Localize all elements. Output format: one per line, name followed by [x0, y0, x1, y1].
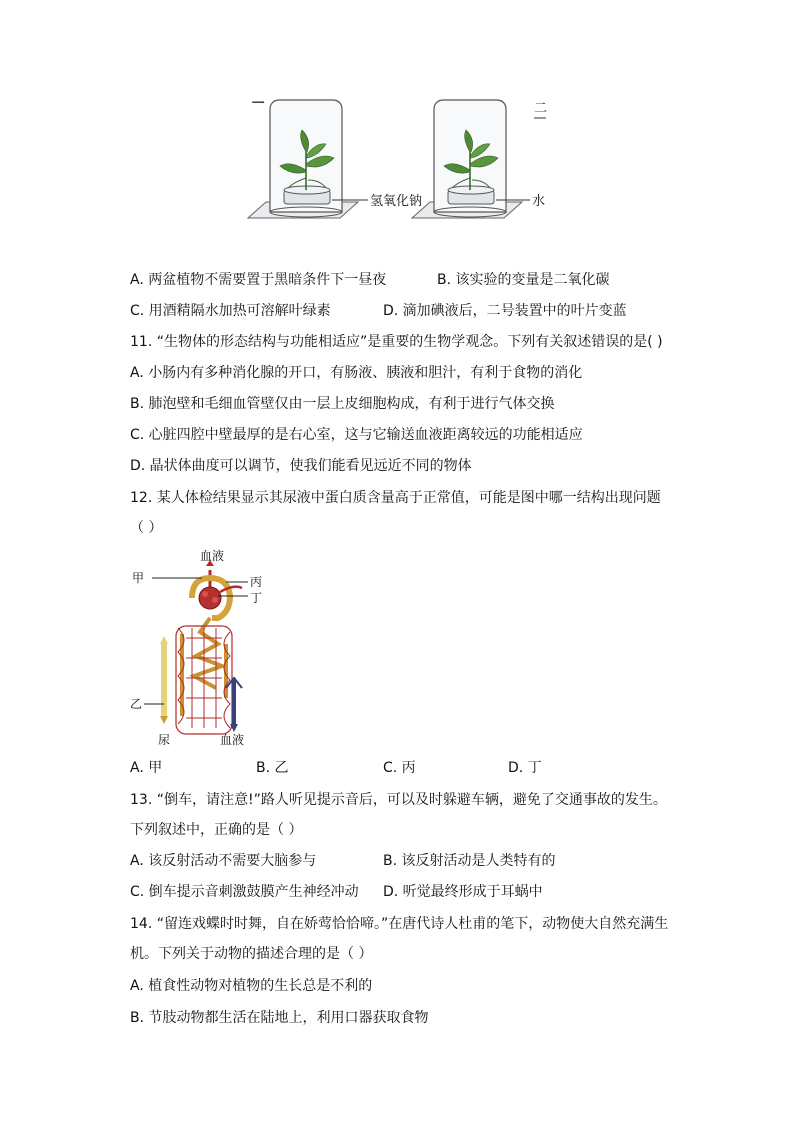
q11-option-b: B. 肺泡壁和毛细血管壁仅由一层上皮细胞构成，有利于进行气体交换: [130, 396, 555, 412]
fig-label-ding: 丁: [250, 591, 263, 605]
q14-option-a: A. 植食性动物对植物的生长总是不利的: [130, 978, 373, 994]
fig-label-blood-top: 血液: [200, 549, 225, 563]
q11-option-a: A. 小肠内有多种消化腺的开口，有肠液、胰液和胆汁，有利于食物的消化: [130, 365, 583, 381]
q14-stem-line-2: 机。下列关于动物的描述合理的是（ ）: [130, 946, 373, 962]
q11-option-d: D. 晶状体曲度可以调节，使我们能看见远近不同的物体: [130, 458, 472, 474]
q10-option-a: A. 两盆植物不需要置于黑暗条件下一昼夜: [130, 272, 387, 288]
q11-stem: 11. “生物体的形态结构与功能相适应”是重要的生物学观念。下列有关叙述错误的是( ): [130, 334, 663, 350]
q12-option-a: A. 甲: [130, 760, 163, 776]
q12-stem: 12. 某人体检结果显示其尿液中蛋白质含量高于正常值，可能是图中哪一结构出现问题: [130, 490, 661, 506]
q10-option-d: D. 滴加碘液后，二号装置中的叶片变蓝: [383, 303, 627, 319]
q13-option-a: A. 该反射活动不需要大脑参与: [130, 853, 317, 869]
jar-one-label: 一: [252, 97, 266, 112]
q10-option-c: C. 用酒精隔水加热可溶解叶绿素: [130, 303, 331, 319]
fig-label-bing: 丙: [250, 575, 263, 589]
q13-option-d: D. 听觉最终形成于耳蜗中: [383, 884, 543, 900]
q14-stem-line-1: 14. “留连戏蝶时时舞，自在娇莺恰恰啼。”在唐代诗人杜甫的笔下，动物使大自然充满生: [130, 916, 669, 932]
fig-label-urine: 尿: [158, 733, 171, 747]
fig-label-jia: 甲: [132, 571, 145, 585]
naoh-label: 氢氧化钠: [370, 194, 423, 209]
bell-jar-experiment-figure: [240, 90, 560, 240]
jar-one: [248, 100, 368, 218]
fig-label-blood-bottom: 血液: [220, 733, 245, 747]
nephron-figure: [130, 548, 280, 748]
q13-stem-line-2: 下列叙述中，正确的是（ ）: [130, 822, 303, 838]
q10-option-b: B. 该实验的变量是二氧化碳: [437, 272, 610, 288]
jar-two: [412, 100, 546, 218]
q11-option-c: C. 心脏四腔中壁最厚的是右心室，这与它输送血液距离较远的功能相适应: [130, 427, 583, 443]
q13-option-c: C. 倒车提示音刺激鼓膜产生神经冲动: [130, 884, 359, 900]
q12-option-c: C. 丙: [383, 760, 416, 776]
q13-stem-line-1: 13. “倒车，请注意!”路人听见提示音后，可以及时躲避车辆，避免了交通事故的发生。: [130, 792, 667, 808]
q12-answer-paren: （ ）: [130, 520, 163, 536]
fig-label-yi: 乙: [130, 697, 143, 711]
jar-two-label: 二: [534, 101, 548, 116]
q12-option-d: D. 丁: [508, 760, 542, 776]
water-label: 水: [532, 194, 546, 209]
q14-option-b: B. 节肢动物都生活在陆地上，利用口器获取食物: [130, 1010, 429, 1026]
q12-option-b: B. 乙: [256, 760, 289, 776]
q13-option-b: B. 该反射活动是人类特有的: [383, 853, 556, 869]
